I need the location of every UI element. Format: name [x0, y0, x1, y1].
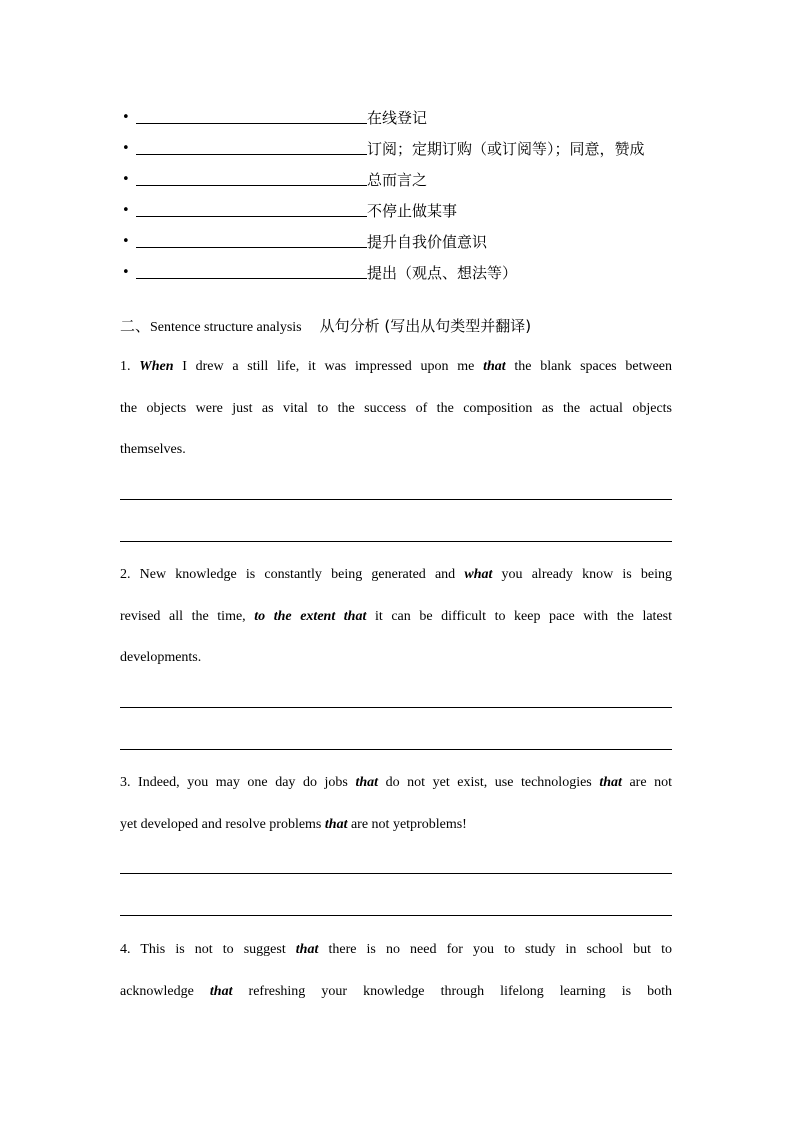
vocab-meaning: 提升自我价值意识 — [367, 233, 488, 251]
answer-line[interactable] — [120, 873, 672, 874]
keyword: that — [209, 983, 233, 999]
answer-line[interactable] — [120, 749, 672, 750]
sentence-3 — [120, 762, 672, 845]
sentence-1 — [120, 346, 672, 471]
keyword: that — [599, 775, 622, 790]
sentence-text: yet developed and resolve problems — [120, 816, 325, 832]
sentence-line — [120, 346, 672, 388]
answer-line[interactable] — [120, 499, 672, 500]
sentence-text: I drew a still life, it was impressed upon me — [173, 359, 484, 374]
keyword: that — [295, 942, 319, 957]
section-title-cn: 从句分析 (写出从句类型并翻译) — [319, 317, 532, 335]
sentence-line: themselves. — [120, 442, 186, 457]
blank-line[interactable] — [136, 154, 367, 155]
vocab-meaning: 总而言之 — [367, 171, 428, 189]
sentence-line — [120, 554, 672, 596]
sentence-text: are not — [621, 775, 672, 790]
keyword: When — [139, 359, 174, 374]
blank-line[interactable] — [136, 278, 367, 279]
blank-line[interactable] — [136, 185, 367, 186]
vocab-item — [122, 190, 645, 221]
sentence-text: it can be difficult to keep pace with the latest — [366, 608, 673, 624]
section-title-en: Sentence structure analysis — [150, 320, 302, 335]
sentence-text: you already know is being — [492, 567, 672, 582]
sentence-line — [120, 929, 672, 971]
sentence-text: do not yet exist, use technologies — [378, 775, 600, 790]
bullet-icon: • — [122, 172, 130, 187]
blank-line[interactable] — [136, 216, 367, 217]
keyword: that — [483, 359, 506, 374]
bullet-icon: • — [122, 141, 130, 156]
vocab-item — [122, 159, 645, 190]
vocab-meaning: 不停止做某事 — [367, 202, 458, 220]
bullet-icon: • — [122, 110, 130, 125]
answer-line[interactable] — [120, 915, 672, 916]
bullet-icon: • — [122, 203, 130, 218]
section-heading — [120, 315, 531, 336]
vocab-item — [122, 221, 645, 252]
answer-line[interactable] — [120, 707, 672, 708]
sentence-text: 2. New knowledge is constantly being generated and — [120, 567, 465, 582]
sentence-text: acknowledge — [120, 983, 210, 999]
section-number: 二、 — [120, 317, 151, 335]
sentence-4 — [120, 929, 672, 1012]
keyword: what — [464, 567, 493, 582]
vocab-item — [122, 252, 645, 283]
vocab-item — [122, 97, 645, 128]
sentence-line — [120, 762, 672, 804]
sentence-2 — [120, 554, 672, 679]
sentence-text: 3. Indeed, you may one day do jobs — [120, 775, 356, 790]
sentence-text: revised all the time, — [120, 608, 255, 624]
sentence-line — [120, 971, 672, 1013]
blank-line[interactable] — [136, 123, 367, 124]
sentence-text: are not yetproblems! — [347, 816, 467, 832]
sentence-text: 1. — [120, 359, 140, 374]
vocab-meaning: 在线登记 — [367, 109, 428, 127]
vocabulary-list — [122, 97, 645, 283]
vocab-item — [122, 128, 645, 159]
sentence-line — [120, 804, 672, 846]
sentence-text: refreshing your knowledge through lifelong learning is both — [232, 983, 672, 999]
bullet-icon: • — [122, 234, 130, 249]
keyword: that — [324, 816, 348, 832]
sentence-line: the objects were just as vital to the success of the composition as the actual objects — [120, 400, 672, 416]
sentence-line: developments. — [120, 650, 202, 665]
vocab-meaning: 订阅；定期订购（或订阅等）；同意，赞成 — [367, 140, 645, 158]
blank-line[interactable] — [136, 247, 367, 248]
sentence-line — [120, 596, 672, 638]
answer-line[interactable] — [120, 541, 672, 542]
keyword: to the extent that — [254, 608, 367, 624]
bullet-icon: • — [122, 265, 130, 280]
vocab-meaning: 提出（观点、想法等） — [367, 264, 518, 282]
sentence-text: the blank spaces between — [505, 359, 673, 374]
sentence-text: 4. This is not to suggest — [120, 942, 296, 957]
keyword: that — [355, 775, 379, 790]
sentence-text: there is no need for you to study in school but to — [318, 942, 672, 957]
